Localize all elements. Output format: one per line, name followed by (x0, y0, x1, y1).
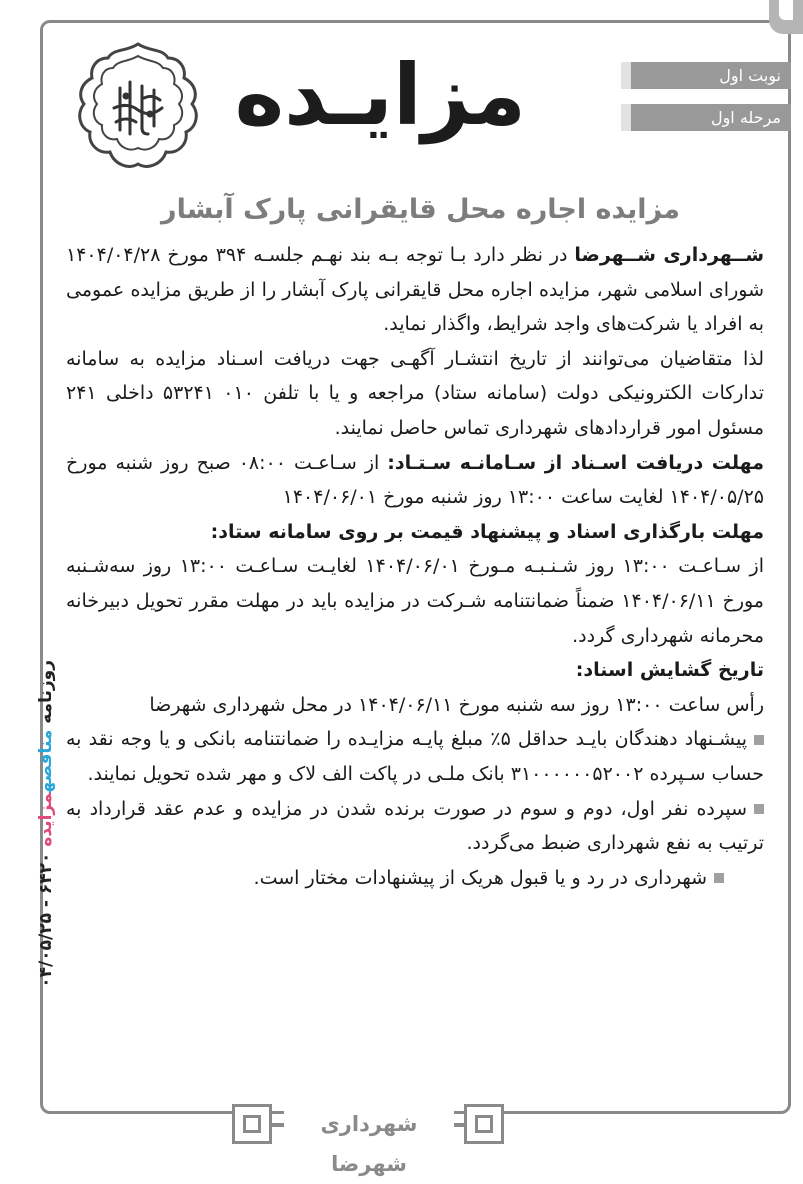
documents-paragraph: لذا متقاضیان می‌توانند از تاریخ انتشـار آگهـی جهت دریافت اسـناد مزایده به سامانه تدارکات الکترونیکی دولت (سامانه ستاد) مراجعه و یا با تلفن ۰۱۰ ۵۳۲۴۱ داخلی ۲۴۱ مسئول امور قراردادهای شهرداری تماس حاصل نمایند. (66, 347, 764, 439)
ad-title: مزایـده (234, 46, 526, 144)
receive-deadline-heading: مهلت دریافت اسـناد از سـامانـه سـتـاد: (387, 451, 764, 474)
condition-text: پیشـنهاد دهندگان بایـد حداقل ۵٪ مبلغ پایـه مزایـده را ضمانتنامه بانکی و یا وجه نقد به حساب سـپرده ۳۱۰۰۰۰۰۰۵۲۰۰۲ بانک ملـی در پاکت الف لاک و مهر شده تحویل نمایند. (66, 728, 764, 785)
condition-text: شهرداری در رد و یا قبول هریک از پیشنهادات مختار است. (253, 866, 707, 889)
upload-deadline-heading: مهلت بارگذاری اسناد و پیشنهاد قیمت بر روی سامانه ستاد: (210, 520, 764, 543)
bullet-icon (754, 735, 764, 745)
condition-item (66, 792, 764, 861)
newspaper-name-2: مزایده (36, 792, 56, 847)
opening-date-heading: تاریخ گشایش اسناد: (575, 659, 764, 682)
upload-deadline-text: از سـاعـت ۱۳:۰۰ روز شـنـبـه مـورخ ۱۴۰۴/۰۶/۰۱ لغایـت سـاعـت ۱۳:۰۰ روز سه‌شـنبه مورخ ۱۴۰۴/۰۶/۱۱ ضمناً ضمانتنامه شـرکت در مزایده باید در مهلت مقرر تحویل دبیرخانه محرمانه شهرداری گردد. (66, 555, 764, 647)
newspaper-prefix: روزنامه (36, 660, 56, 724)
condition-item (66, 722, 764, 791)
footer-ornament (464, 1104, 504, 1144)
footer-ornament (232, 1104, 272, 1144)
corner-tab (769, 0, 803, 34)
newspaper-issue-note (26, 660, 66, 988)
bullet-icon (754, 804, 764, 814)
ad-body (66, 238, 764, 895)
issue-number-date: ۶۴۲۰ - ۰۴/۰۵/۲۵ (36, 852, 56, 988)
receive-deadline-text: از سـاعـت ۰۸:۰۰ صبح روز شنبه مورخ ۱۴۰۴/۰۵/۲۵ لغایت ساعت ۱۳:۰۰ روز شنبه مورخ ۱۴۰۴/۰۶/۰۱ (66, 451, 764, 509)
newspaper-name-1: مناقصه (36, 729, 56, 793)
condition-item (66, 861, 764, 896)
round-label: نوبت اول (631, 62, 791, 89)
opening-date-text: رأس ساعت ۱۳:۰۰ روز سه شنبه مورخ ۱۴۰۴/۰۶/۱۱ در محل شهرداری شهرضا (149, 693, 764, 716)
municipality-seal-icon (68, 38, 208, 180)
receive-deadline-paragraph (66, 446, 764, 515)
newspaper-issue-text (26, 660, 66, 988)
bullet-icon (714, 873, 724, 883)
stage-label: مرحله اول (631, 104, 791, 131)
ad-subtitle: مزایده اجاره محل قایقرانی پارک آبشار (161, 194, 680, 225)
intro-text: در نظر دارد بـا توجه بـه بند نهـم جلسـه ۳۹۴ مورخ ۱۴۰۴/۰۴/۲۸ شورای اسلامی شهر، مزایده اجاره محل قایقرانی پارک آبشار را از طریق مزایده عمومی به افراد یا شرکت‌های واجد شرایط، واگذار نماید. (66, 244, 764, 336)
footer-signature: شهرداری شهرضا (284, 1104, 454, 1144)
condition-text: سپرده نفر اول، دوم و سوم در صورت برنده شدن در مزایده و عدم عقد قرارداد به ترتیب به نفع شهرداری ضبط می‌گردد. (66, 797, 764, 855)
organization-name: شــهرداری شــهرضا (574, 244, 765, 266)
intro-paragraph (66, 238, 764, 342)
